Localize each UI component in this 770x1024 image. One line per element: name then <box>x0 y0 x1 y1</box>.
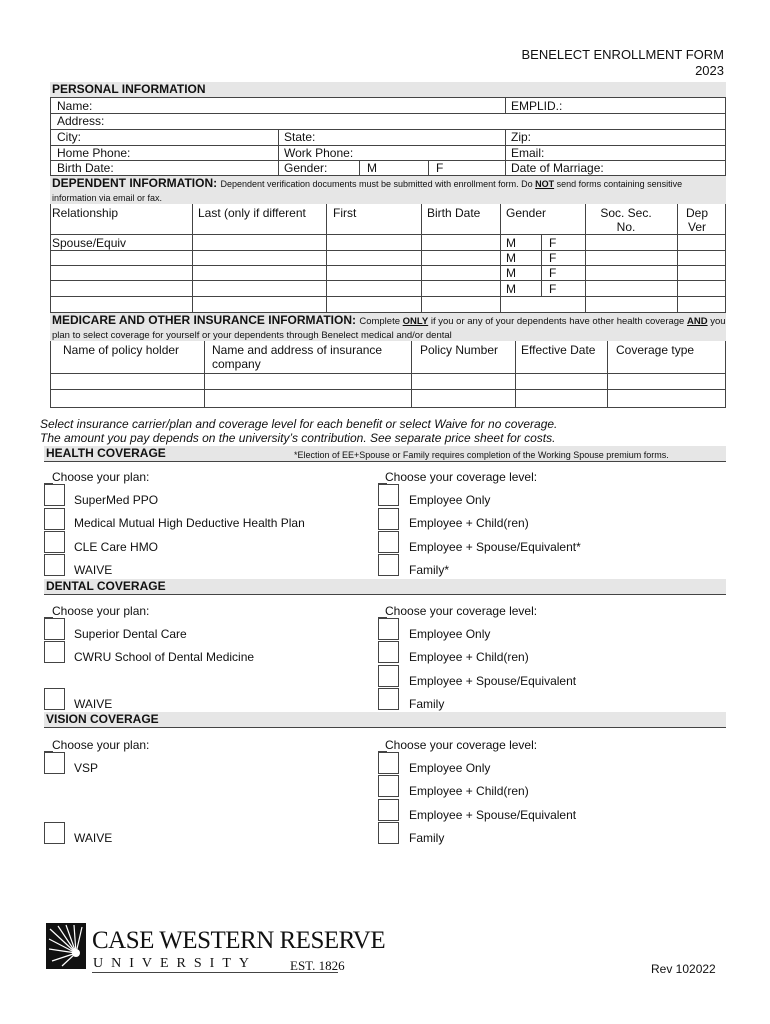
col-dep-ver: Dep Ver <box>685 206 708 234</box>
cwru-dental-label: CWRU School of Dental Medicine <box>74 650 255 664</box>
vision-employee-children-checkbox[interactable] <box>378 775 399 797</box>
vision-waive-label: WAIVE <box>74 831 113 845</box>
zip-label: Zip: <box>511 130 532 144</box>
vision-waive-checkbox[interactable] <box>44 822 65 844</box>
health-family-checkbox[interactable] <box>378 554 399 576</box>
instructions-line-1: Select insurance carrier/plan and coverage level for each benefit or select Waive for no coverage. <box>40 417 558 431</box>
health-choose-plan: Choose your plan: <box>52 470 150 484</box>
gender-f-option[interactable]: F <box>436 161 444 175</box>
health-waive-label: WAIVE <box>74 563 113 577</box>
mmo-hdhp-label: Medical Mutual High Deductive Health Plan <box>74 516 305 530</box>
instructions-line-2: The amount you pay depends on the university’s contribution. See separate price sheet for costs. <box>40 431 556 445</box>
vision-rule <box>44 727 726 728</box>
col-insurance-company: Name and address of insurance company <box>212 343 383 371</box>
health-coverage-heading: HEALTH COVERAGE *Election of EE+Spouse or Family requires completion of the Working Spouse premium forms. <box>44 446 726 461</box>
marriage-date-label: Date of Marriage: <box>511 161 604 175</box>
revision-number: Rev 102022 <box>651 962 716 976</box>
row-spouse-equiv: Spouse/Equiv <box>52 236 127 250</box>
superior-dental-label: Superior Dental Care <box>74 627 187 641</box>
health-choose-level: Choose your coverage level: <box>385 470 538 484</box>
dep3-gender-m[interactable]: M <box>506 266 516 280</box>
vsp-label: VSP <box>74 761 99 775</box>
emplid-label: EMPLID.: <box>511 99 563 113</box>
vision-choose-level: Choose your coverage level: <box>385 738 538 752</box>
superior-dental-checkbox[interactable] <box>44 618 65 640</box>
cwru-logo-icon <box>46 923 86 969</box>
logo-university-word: UNIVERSITY <box>93 956 257 971</box>
logo-established: EST. 1826 <box>290 958 345 973</box>
dep3-gender-f[interactable]: F <box>549 266 557 280</box>
dental-waive-checkbox[interactable] <box>44 688 65 710</box>
health-waive-checkbox[interactable] <box>44 554 65 576</box>
col-policy-holder: Name of policy holder <box>63 343 180 357</box>
mmo-hdhp-checkbox[interactable] <box>44 508 65 530</box>
city-label: City: <box>57 130 81 144</box>
cle-care-hmo-checkbox[interactable] <box>44 531 65 553</box>
health-employee-only-label: Employee Only <box>409 493 491 507</box>
cle-care-hmo-label: CLE Care HMO <box>74 540 159 554</box>
dep4-gender-f[interactable]: F <box>549 282 557 296</box>
col-effective-date: Effective Date <box>521 343 596 357</box>
dental-coverage-heading: DENTAL COVERAGE <box>44 579 726 594</box>
health-employee-spouse-checkbox[interactable] <box>378 531 399 553</box>
vision-family-checkbox[interactable] <box>378 822 399 844</box>
dental-choose-plan: Choose your plan: <box>52 604 150 618</box>
gender-label: Gender: <box>284 161 328 175</box>
form-title: BENELECT ENROLLMENT FORM <box>521 47 724 62</box>
dental-employee-only-checkbox[interactable] <box>378 618 399 640</box>
medicare-note: Complete ONLY if you or any of your dependents have other health coverage AND you plan to select coverage for yourself or your dependents through Benelect medical and/or dental <box>52 316 726 341</box>
dental-employee-only-label: Employee Only <box>409 627 491 641</box>
vsp-checkbox[interactable] <box>44 752 65 774</box>
vision-family-label: Family <box>409 831 445 845</box>
dental-rule <box>44 594 726 595</box>
supermed-ppo-checkbox[interactable] <box>44 484 65 506</box>
birth-date-label: Birth Date: <box>57 161 114 175</box>
col-coverage-type: Coverage type <box>616 343 695 357</box>
health-employee-children-label: Employee + Child(ren) <box>409 516 529 530</box>
home-phone-label: Home Phone: <box>57 146 131 160</box>
name-label: Name: <box>57 99 93 113</box>
health-rule <box>44 461 726 462</box>
form-year: 2023 <box>695 63 724 78</box>
vision-employee-only-checkbox[interactable] <box>378 752 399 774</box>
dep1-gender-m[interactable]: M <box>506 236 516 250</box>
state-label: State: <box>284 130 316 144</box>
cwru-dental-checkbox[interactable] <box>44 641 65 663</box>
health-employee-children-checkbox[interactable] <box>378 508 399 530</box>
address-label: Address: <box>57 114 105 128</box>
personal-info-grid <box>50 97 726 176</box>
vision-employee-only-label: Employee Only <box>409 761 491 775</box>
col-ssn: Soc. Sec. No. <box>600 206 652 234</box>
gender-m-option[interactable]: M <box>367 161 377 175</box>
dental-employee-spouse-label: Employee + Spouse/Equivalent <box>409 674 577 688</box>
medicare-heading: MEDICARE AND OTHER INSURANCE INFORMATION: Complete ONLY if you or any of your dependents have other health coverage AND you plan to select coverage for yourself or your dependents through Benelect medical and/or dental <box>52 313 726 341</box>
email-label: Email: <box>511 146 545 160</box>
medicare-table <box>50 341 726 408</box>
dental-employee-children-label: Employee + Child(ren) <box>409 650 529 664</box>
vision-coverage-heading: VISION COVERAGE <box>44 712 726 727</box>
personal-info-heading: PERSONAL INFORMATION <box>50 82 726 97</box>
dependent-note: Dependent verification documents must be submitted with enrollment form. Do NOT send forms containing sensitive information via email or fax. <box>52 179 683 203</box>
logo-university-name: CASE WESTERN RESERVE <box>92 927 386 954</box>
work-phone-label: Work Phone: <box>284 146 354 160</box>
dental-employee-children-checkbox[interactable] <box>378 641 399 663</box>
dental-waive-label: WAIVE <box>74 697 113 711</box>
health-family-label: Family* <box>409 563 450 577</box>
dep4-gender-m[interactable]: M <box>506 282 516 296</box>
col-policy-number: Policy Number <box>420 343 499 357</box>
col-birth-date: Birth Date <box>427 206 481 220</box>
health-note: *Election of EE+Spouse or Family requires completion of the Working Spouse premium forms. <box>294 450 669 460</box>
dependent-table <box>50 204 726 313</box>
vision-choose-plan: Choose your plan: <box>52 738 150 752</box>
col-gender: Gender <box>506 206 547 220</box>
health-employee-spouse-label: Employee + Spouse/Equivalent* <box>409 540 581 554</box>
dep2-gender-f[interactable]: F <box>549 251 557 265</box>
vision-employee-children-label: Employee + Child(ren) <box>409 784 529 798</box>
dep1-gender-f[interactable]: F <box>549 236 557 250</box>
dental-choose-level: Choose your coverage level: <box>385 604 538 618</box>
dental-employee-spouse-checkbox[interactable] <box>378 665 399 687</box>
dep2-gender-m[interactable]: M <box>506 251 516 265</box>
vision-employee-spouse-label: Employee + Spouse/Equivalent <box>409 808 577 822</box>
health-employee-only-checkbox[interactable] <box>378 484 399 506</box>
dental-family-label: Family <box>409 697 445 711</box>
vision-employee-spouse-checkbox[interactable] <box>378 799 399 821</box>
supermed-ppo-label: SuperMed PPO <box>74 493 159 507</box>
dependent-info-heading: DEPENDENT INFORMATION: Dependent verification documents must be submitted with enrollment form. Do NOT send forms containing sensitive information via email or fax. <box>50 176 726 204</box>
col-first-name: First <box>333 206 357 220</box>
col-relationship: Relationship <box>52 206 119 220</box>
col-last-name: Last (only if different <box>198 206 306 220</box>
dental-family-checkbox[interactable] <box>378 688 399 710</box>
